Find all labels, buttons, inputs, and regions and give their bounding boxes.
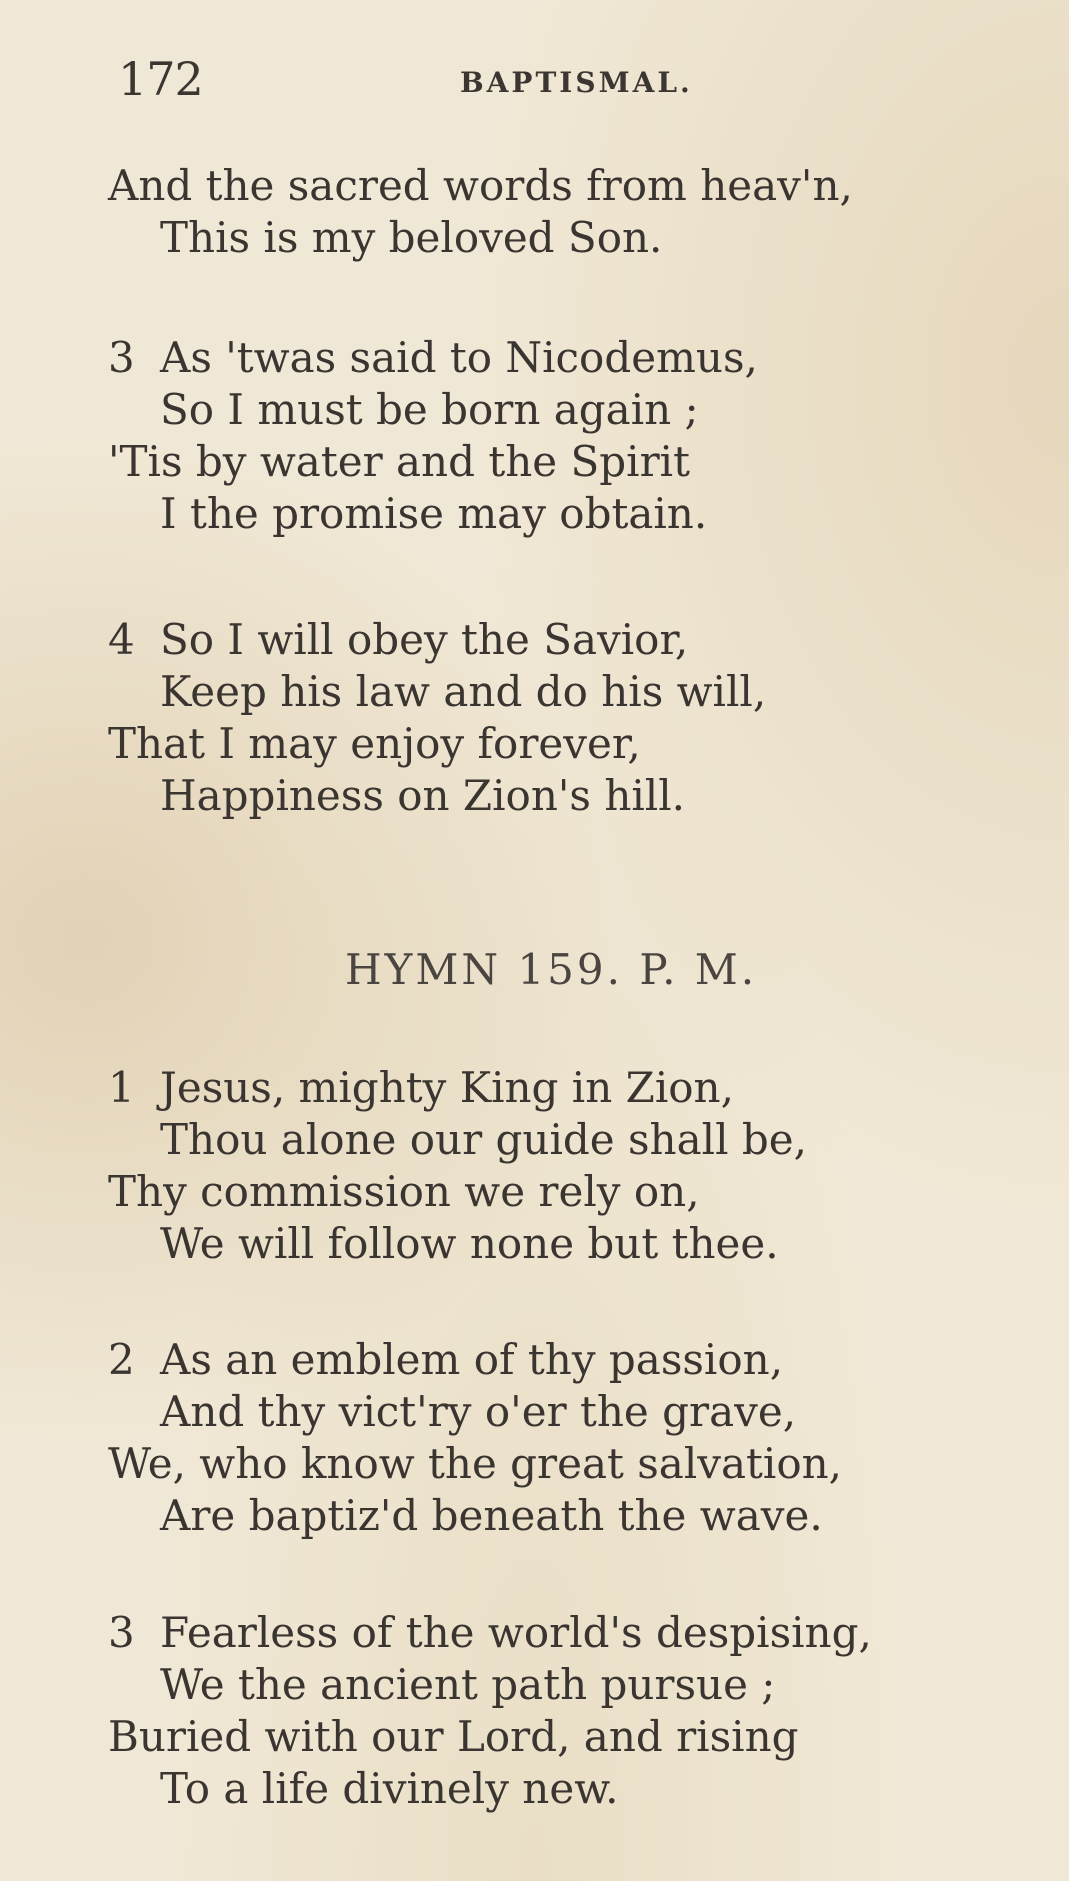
verse-line: Keep his law and do his will, bbox=[160, 667, 767, 716]
verse-line: That I may enjoy forever, bbox=[108, 719, 641, 768]
verse-number: 3 bbox=[108, 333, 135, 382]
verse-number: 3 bbox=[108, 1608, 135, 1657]
hymn-title: HYMN 159. P. M. bbox=[345, 945, 758, 994]
verse-fragment bbox=[108, 160, 1008, 264]
verse-number: 1 bbox=[108, 1063, 135, 1112]
verse-line: To a life divinely new. bbox=[160, 1764, 619, 1813]
verse-line: Happiness on Zion's hill. bbox=[160, 771, 686, 820]
page-header bbox=[118, 52, 818, 112]
verse-line: We the ancient path pursue ; bbox=[160, 1660, 776, 1709]
verse-line: Thy commission we rely on, bbox=[108, 1167, 700, 1216]
hymn-verse-2 bbox=[108, 1334, 1008, 1542]
verse-line: This is my beloved Son. bbox=[160, 213, 663, 262]
verse-line: Thou alone our guide shall be, bbox=[160, 1115, 807, 1164]
verse-line: So I must be born again ; bbox=[160, 385, 699, 434]
page-number: 172 bbox=[118, 52, 203, 106]
verse-4 bbox=[108, 614, 1008, 822]
verse-number: 4 bbox=[108, 615, 135, 664]
verse-line: And thy vict'ry o'er the grave, bbox=[160, 1387, 797, 1436]
verse-number: 2 bbox=[108, 1335, 135, 1384]
verse-line: As 'twas said to Nicodemus, bbox=[160, 333, 758, 382]
hymn-verse-3 bbox=[108, 1607, 1008, 1815]
verse-line: Are baptiz'd beneath the wave. bbox=[160, 1491, 823, 1540]
verse-3 bbox=[108, 332, 1008, 540]
running-head: BAPTISMAL. bbox=[460, 66, 693, 99]
verse-line: We will follow none but thee. bbox=[160, 1219, 779, 1268]
verse-line: So I will obey the Savior, bbox=[160, 615, 689, 664]
verse-line: 'Tis by water and the Spirit bbox=[108, 437, 690, 486]
verse-line: As an emblem of thy passion, bbox=[160, 1335, 784, 1384]
verse-line: Jesus, mighty King in Zion, bbox=[160, 1063, 734, 1112]
verse-line: And the sacred words from heav'n, bbox=[108, 161, 853, 210]
verse-line: We, who know the great salvation, bbox=[108, 1439, 843, 1488]
hymn-verse-1 bbox=[108, 1062, 1008, 1270]
verse-line: I the promise may obtain. bbox=[160, 489, 708, 538]
verse-line: Fearless of the world's despising, bbox=[160, 1608, 872, 1657]
verse-line: Buried with our Lord, and rising bbox=[108, 1712, 799, 1761]
